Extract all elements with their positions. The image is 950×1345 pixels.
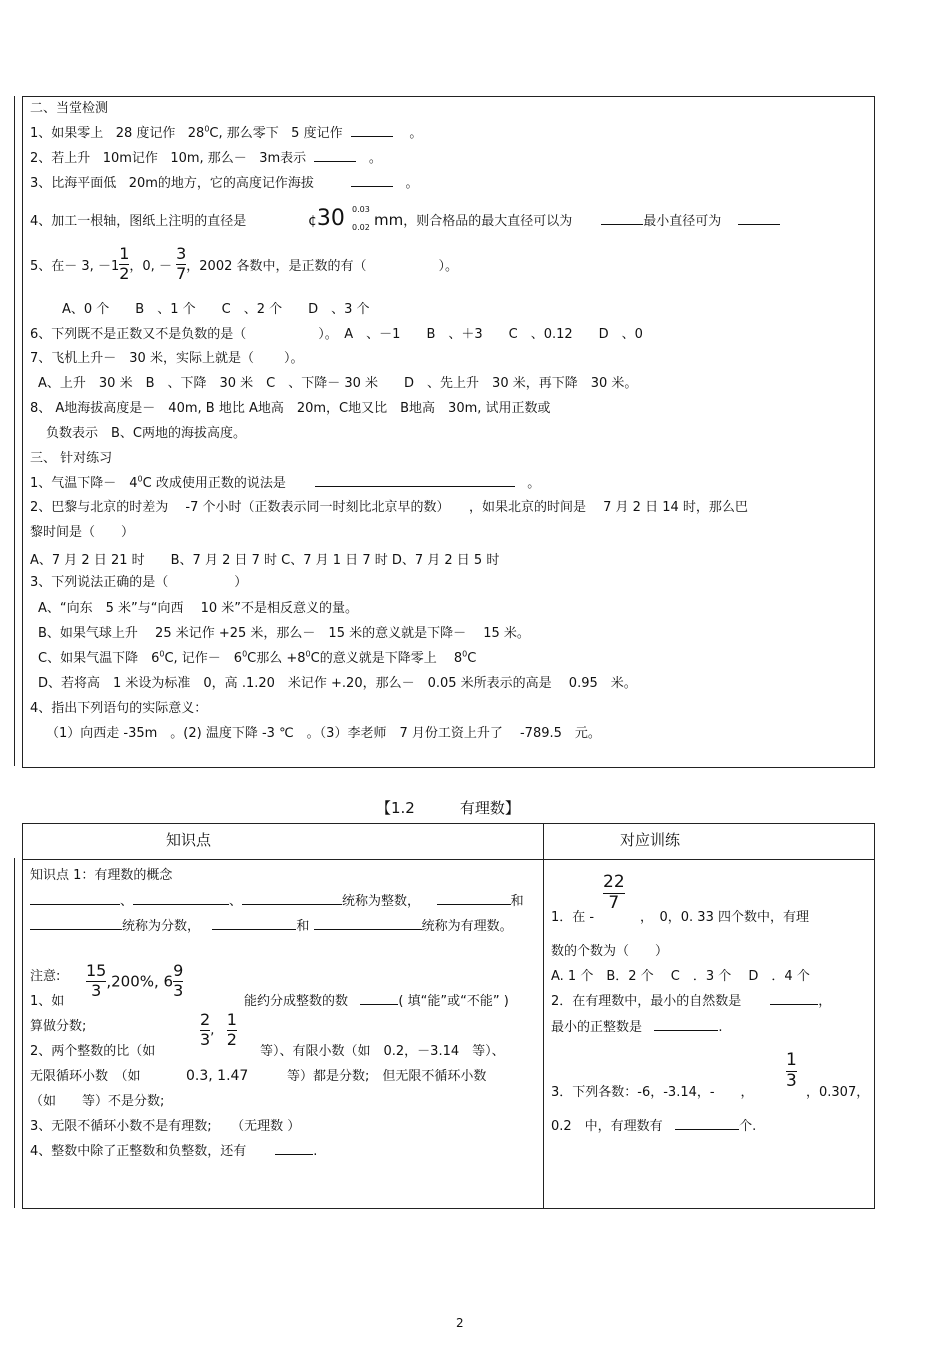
fraction-definition: 统称为分数， 和 统称为有理数。 (30, 915, 513, 934)
fraction-1-2: $\frac{1}{2}$ (119, 244, 130, 283)
question-3-3-a: A、“向东 5 米”与“向西 10 米”不是相反意义的量。 (38, 601, 359, 616)
answer-blank[interactable] (601, 212, 643, 225)
training-1-options: A. 1 个 B．2 个 C ．3 个 D ．4 个 (551, 969, 810, 984)
question-2-5-options: A、0 个 B 、1 个 C 、2 个 D 、3 个 (62, 302, 370, 317)
page-number: 2 (456, 1316, 464, 1330)
training-1-cont: 数的个数为（ ） (551, 944, 669, 959)
answer-blank[interactable] (133, 892, 229, 905)
answer-blank[interactable] (437, 892, 511, 905)
fraction-22-7: $\frac{22}{7}$ (603, 872, 625, 913)
note-2: 2、两个整数的比（如 (30, 1044, 156, 1059)
note-3-rest: 等）都是分数; 但无限不循环小数 (287, 1069, 487, 1084)
training-3-cont: 0.2 中，有理数有 个. (551, 1119, 757, 1134)
answer-blank[interactable] (275, 1142, 313, 1155)
question-2-7: 7、飞机上升－ 30 米，实际上就是（ ）。 (30, 351, 304, 366)
question-2-2: 2、若上升 10m记作 10m, 那么－ 3m表示 。 (30, 151, 382, 166)
question-2-6: 6、下列既不是正数又不是负数的是（ ）。 A 、－1 B 、＋3 C 、0.12 D 、0 (30, 327, 643, 342)
question-2-4-rest: mm，则合格品的最大直径可以为 最小直径可为 (374, 210, 780, 229)
answer-blank[interactable] (242, 892, 342, 905)
question-3-3: 3、下列说法正确的是（ ） (30, 575, 248, 590)
note-2-fractions: $\frac{2}{3}$ , $\frac{1}{2}$ (200, 1010, 237, 1049)
training-1: 1．在 - (551, 910, 595, 925)
training-3-rest: ，0.307， (806, 1085, 870, 1100)
upper-tolerance: 0.03 (352, 205, 370, 214)
training-1-rest: ， 0，0. 33 四个数中，有理 (640, 910, 809, 925)
question-3-3-b: B、如果气球上升 25 米记作 +25 米，那么－ 15 米的意义就是下降－ 15 米。 (38, 626, 530, 641)
section-heading-1-2: 【1.2 有理数】 (376, 799, 520, 817)
answer-blank[interactable] (30, 892, 120, 905)
answer-blank[interactable] (770, 992, 818, 1005)
question-2-4: 4、加工一根轴，图纸上注明的直径是 (30, 214, 247, 229)
answer-blank[interactable] (314, 917, 422, 930)
answer-blank[interactable] (351, 174, 393, 187)
question-2-3: 3、比海平面低 20m的地方，它的高度记作海拔 。 (30, 176, 419, 191)
note-6: 4、整数中除了正整数和负整数，还有 . (30, 1144, 318, 1159)
note-1-cont: 算做分数; (30, 1019, 87, 1034)
answer-blank[interactable] (315, 474, 515, 487)
fraction-9-3: $\frac{9}{3}$ (173, 961, 184, 1000)
question-3-4-items: （1）向西走 -35m 。(2) 温度下降 -3 ℃ 。（3）李老师 7 月份工资上升了 -789.5 元。 (46, 726, 601, 741)
question-2-8-cont: 负数表示 B、C两地的海拔高度。 (46, 426, 246, 441)
section-title-2: 二、当堂检测 (30, 101, 109, 116)
table-header-knowledge: 知识点 (166, 831, 212, 849)
answer-blank[interactable] (654, 1018, 718, 1031)
question-2-8: 8、 A地海拔高度是－ 40m, B 地比 A地高 20m，C地又比 B地高 30m, 试用正数或 (30, 401, 551, 416)
fraction-1-2b: $\frac{1}{2}$ (226, 1010, 237, 1049)
fraction-15-3: $\frac{15}{3}$ (86, 961, 107, 1000)
question-3-2: 2、巴黎与北京的时差为 -7 个小时（正数表示同一时刻比北京早的数） ，如果北京的时间是 7 月 2 日 14 时，那么巴 (30, 500, 748, 515)
fraction-1-3: $\frac{1}{3}$ (786, 1050, 797, 1091)
question-3-1: 1、气温下降－ $4^0C$ 改成使用正数的说法是 。 (30, 474, 541, 491)
lower-tolerance: 0.02 (352, 223, 370, 232)
answer-blank[interactable] (212, 917, 296, 930)
knowledge-point-1: 知识点 1：有理数的概念 (30, 868, 173, 883)
answer-blank[interactable] (675, 1117, 739, 1130)
diameter-spec: ¢30 (308, 206, 345, 231)
answer-blank[interactable] (738, 212, 780, 225)
note-examples: $\frac{15}{3}$ ,200%, 6 $\frac{9}{3}$ (86, 961, 184, 1000)
table-header-training: 对应训练 (620, 831, 681, 849)
question-3-3-c: C、如果气温下降 $6^0C$, 记作－ $6^0C$那么 $+8^0C$的意义就是下降零上 $8^0C$ (38, 649, 477, 666)
question-3-3-d: D、若将高 1 米设为标准 0，高 .1.20 米记作 +.20，那么－ 0.05 米所表示的高是 0.95 米。 (38, 676, 637, 691)
integer-definition: 、 、 统称为整数， 和 (30, 890, 524, 909)
question-2-5: 5、在－ 3, －1 $\frac{1}{2}$ ，0, － $\frac{3}{7}$ ，2002 各数中，是正数的有（ ）。 (30, 244, 459, 283)
question-3-4: 4、指出下列语句的实际意义： (30, 701, 208, 716)
question-3-2-cont: 黎时间是（ ） (30, 525, 135, 540)
training-2-cont: 最小的正整数是 . (551, 1020, 723, 1035)
answer-blank[interactable] (351, 124, 393, 137)
section-title-3: 三、 针对练习 (30, 451, 113, 466)
note-label: 注意: (30, 969, 61, 984)
fraction-2-3: $\frac{2}{3}$ (200, 1010, 211, 1049)
note-5: 3、无限不循环小数不是有理数; （无理数 ） (30, 1119, 301, 1134)
question-2-7-options: A、上升 30 米 B 、下降 30 米 C 、下降－ 30 米 D 、先上升 30 米，再下降 30 米。 (38, 376, 638, 391)
question-2-1: 1、如果零上 28 度记作 $28^0C$, 那么零下 5 度记作 。 (30, 124, 423, 141)
question-3-2-options: A、7 月 2 日 21 时 B、7 月 2 日 7 时 C、7 月 1 日 7 时 D、7 月 2 日 5 时 (30, 553, 500, 568)
training-3: 3．下列各数：-6，-3.14，- ， (551, 1085, 754, 1100)
note-1-rest: 能约分成整数的数 ( 填“能”或“不能” ) (244, 994, 509, 1009)
training-2: 2．在有理数中，最小的自然数是 ， (551, 994, 832, 1009)
note-3-decimals: 0.3, 1.47 (186, 1068, 249, 1084)
note-4: （如 等）不是分数; (30, 1094, 165, 1109)
note-1: 1、如 (30, 994, 65, 1009)
answer-blank[interactable] (30, 917, 122, 930)
note-3: 无限循环小数 （如 (30, 1069, 141, 1084)
fraction-3-7: $\frac{3}{7}$ (176, 244, 187, 283)
answer-blank[interactable] (360, 992, 398, 1005)
answer-blank[interactable] (314, 149, 356, 162)
note-2-rest: 等）、有限小数（如 0.2，－3.14 等）、 (260, 1044, 505, 1059)
